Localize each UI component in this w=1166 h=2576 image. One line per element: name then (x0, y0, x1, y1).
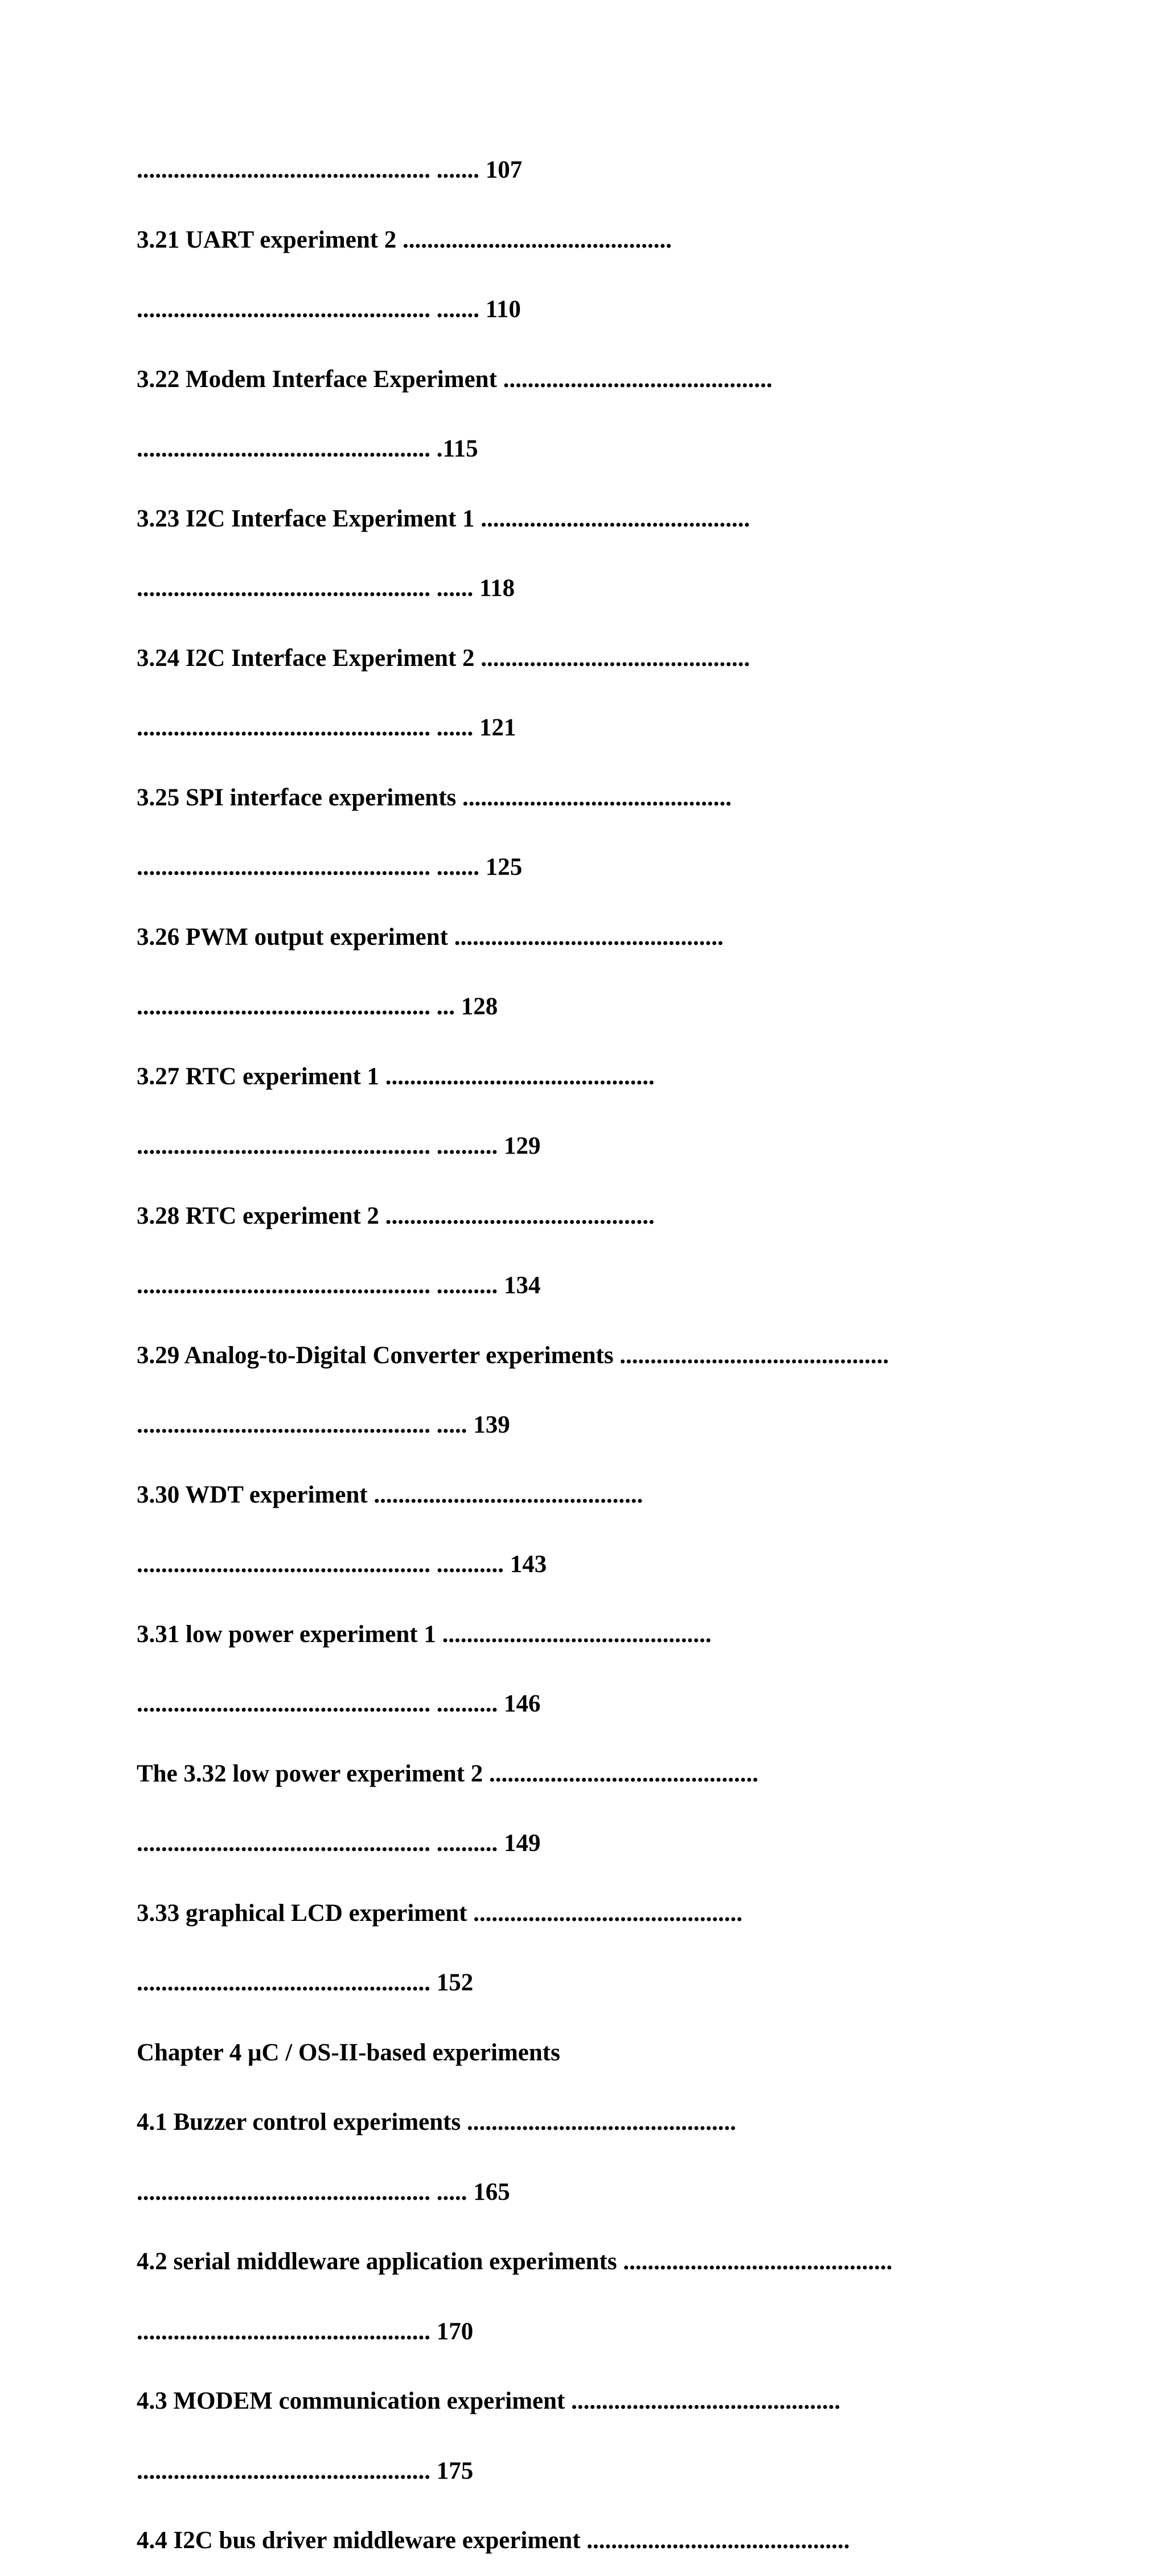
toc-continuation-line: ................................................ 152 (137, 1969, 474, 1996)
toc-entry-4-2: 4.2 serial middleware application experiments ............................................ (137, 2248, 893, 2275)
toc-entry-3-27: 3.27 RTC experiment 1 ............................................ (137, 1063, 655, 1090)
toc-continuation-line: ................................................ .......... 149 (137, 1830, 541, 1857)
toc-entry-3-28: 3.28 RTC experiment 2 ............................................ (137, 1202, 655, 1229)
toc-entry-3-22: 3.22 Modem Interface Experiment ............................................ (137, 365, 773, 393)
toc-continuation-line: ................................................ 175 (137, 2457, 474, 2484)
toc-continuation-line: ................................................ ....... 110 (137, 296, 521, 323)
toc-entry-3-30: 3.30 WDT experiment ............................................ (137, 1481, 643, 1508)
toc-continuation-line: ................................................ 170 (137, 2318, 474, 2345)
toc-chapter-4-heading: Chapter 4 μC / OS-II-based experiments (137, 2039, 560, 2066)
toc-continuation-line: ................................................ ... 128 (137, 993, 498, 1020)
toc-entry-3-26: 3.26 PWM output experiment ............................................ (137, 923, 724, 950)
toc-entry-4-4: 4.4 I2C bus driver middleware experiment ........................................... (137, 2527, 850, 2554)
toc-continuation-line: ................................................ .......... 134 (137, 1272, 541, 1299)
toc-continuation-line: ................................................ ...... 121 (137, 714, 516, 741)
toc-entry-4-1: 4.1 Buzzer control experiments ............................................ (137, 2109, 736, 2135)
toc-entry-3-21: 3.21 UART experiment 2 ............................................ (137, 226, 672, 253)
toc-entry-3-33: 3.33 graphical LCD experiment ............................................ (137, 1899, 743, 1927)
toc-continuation-line: ................................................ ....... 125 (137, 854, 523, 880)
toc-continuation-line: ................................................ ....... 107 (137, 157, 523, 183)
toc-entry-4-3: 4.3 MODEM communication experiment ............................................ (137, 2388, 841, 2414)
toc-entry-3-25: 3.25 SPI interface experiments ............................................ (137, 784, 732, 811)
toc-entry-3-23: 3.23 I2C Interface Experiment 1 ............................................ (137, 505, 750, 532)
toc-continuation-line: ................................................ ..... 165 (137, 2178, 510, 2205)
toc-continuation-line: ................................................ .......... 146 (137, 1690, 541, 1717)
toc-continuation-line: ................................................ .......... 129 (137, 1133, 541, 1159)
toc-entry-3-31: 3.31 low power experiment 1 ............................................ (137, 1620, 712, 1648)
toc-continuation-line: ................................................ ..... 139 (137, 1412, 510, 1438)
table-of-contents (137, 135, 1105, 2576)
toc-continuation-line: ................................................ .115 (137, 435, 478, 462)
toc-continuation-line: ................................................ ...... 118 (137, 575, 515, 602)
toc-entry-3-24: 3.24 I2C Interface Experiment 2 ............................................ (137, 644, 750, 672)
toc-entry-3-29: 3.29 Analog-to-Digital Converter experiments ............................................ (137, 1342, 889, 1369)
toc-continuation-line: ................................................ ........... 143 (137, 1551, 547, 1578)
toc-entry-3-32: The 3.32 low power experiment 2 ............................................ (137, 1760, 759, 1787)
